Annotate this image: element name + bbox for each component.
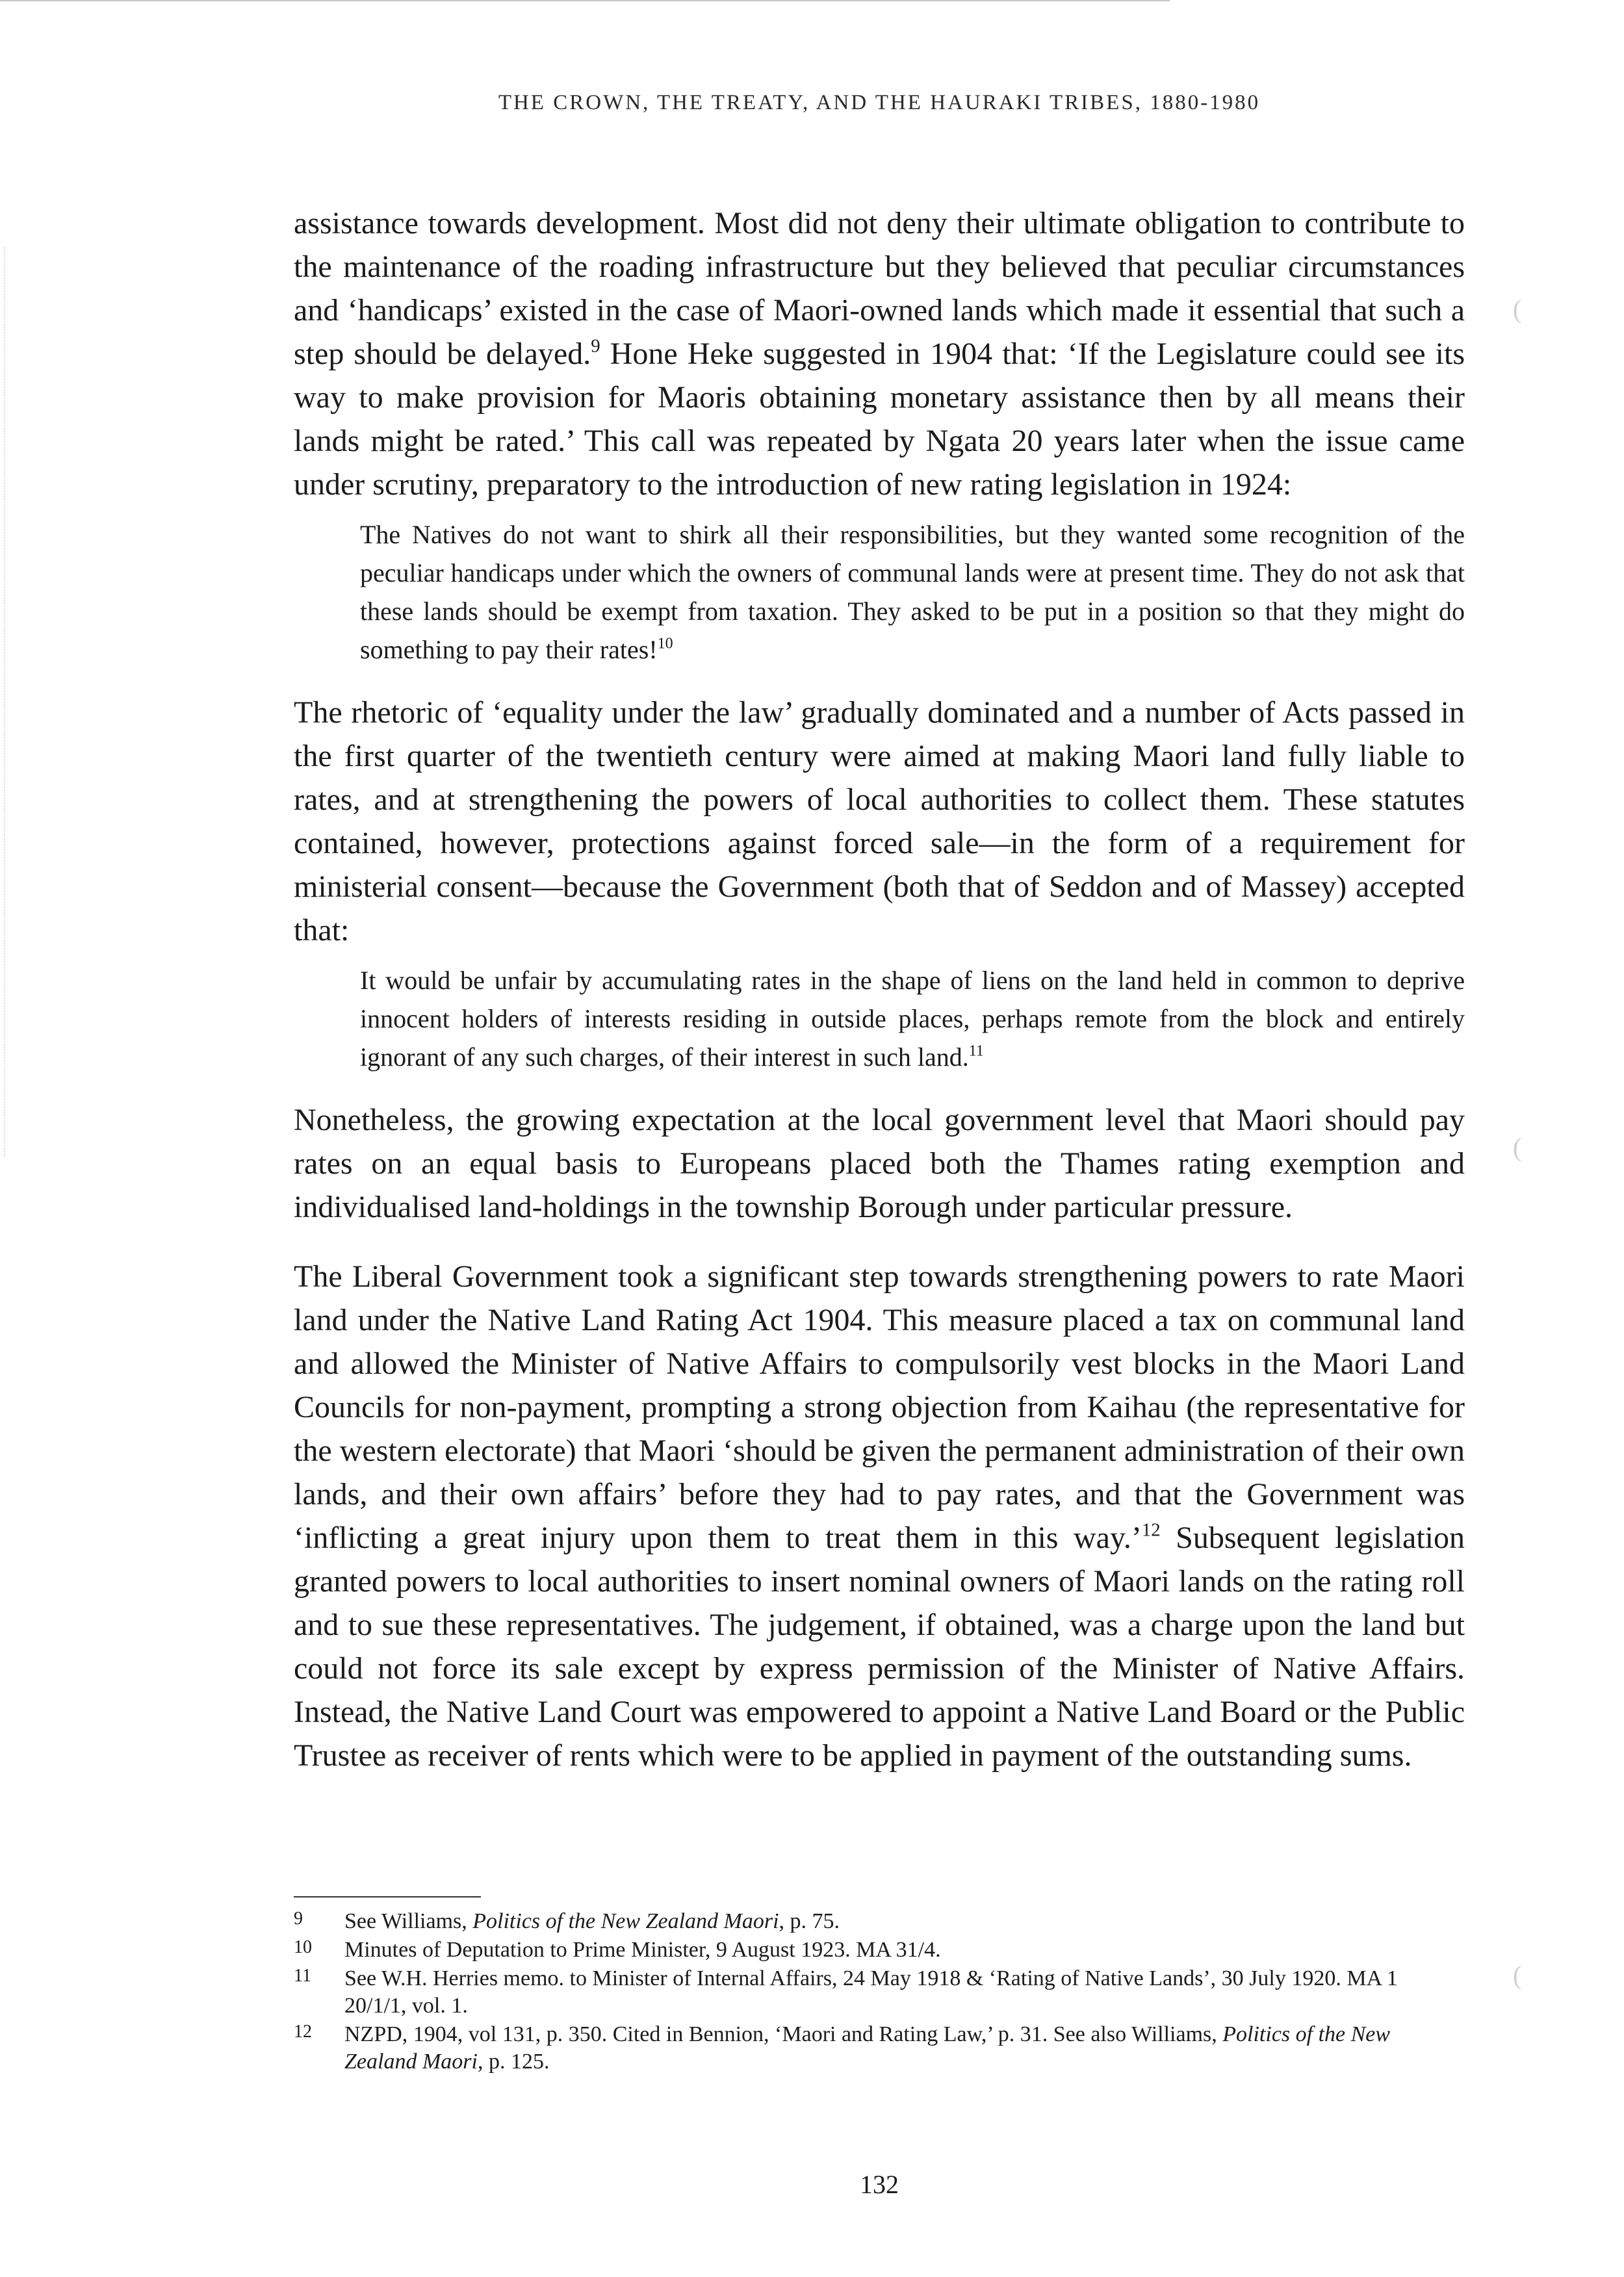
quote-text: It would be unfair by accumulating rates in the shape of liens on the land held in common to deprive innocent holders of interests residing in outside places, perhaps remote from the block and entirely ignorant of any such charges, of their interest in such land. (360, 966, 1465, 1072)
footnote (294, 1965, 1465, 2020)
footnote-text: Minutes of Deputation to Prime Minister, 9 August 1923. MA 31/4. (344, 1938, 941, 1962)
footnotes (294, 1908, 1465, 2077)
paragraph-text: Subsequent legislation granted powers to local authorities to insert nominal owners of Maori lands on the rating roll and to sue these representatives. The judgement, if obtained, was a charge upon the land but could not force its sale except by express permission of the Minister of Native Affairs. Instead, the Native Land Court was empowered to appoint a Native Land Board or the Public Trustee as receiver of rents which were to be applied in payment of the outstanding sums. (294, 1521, 1465, 1773)
footnote-ref[interactable]: 10 (657, 635, 673, 652)
footnote (294, 1908, 1465, 1935)
page-number: 132 (860, 2170, 899, 2199)
running-head: THE CROWN, THE TREATY, AND THE HAURAKI TRIBES, 1880-1980 (498, 91, 1261, 114)
paragraph (294, 1255, 1465, 1777)
paragraph-text: assistance towards development. Most did not deny their ultimate obligation to contribute to the maintenance of the roading infrastructure but they believed that peculiar circumstances and ‘handicaps’ existed in the case of Maori-owned lands which made it essential that such a step should be delayed. (294, 206, 1465, 371)
footnote-number: 12 (294, 2022, 312, 2042)
margin-mark: ( (1513, 1133, 1522, 1162)
paragraph-text: The Liberal Government took a significant step towards strengthening powers to rate Maori land under the Native Land Rating Act 1904. This measure placed a tax on communal land and allowed the Minister of Native Affairs to compulsorily vest blocks in the Maori Land Councils for non-payment, prompting a strong objection from Kaihau (the representative for the western electorate) that Maori ‘should be given the permanent administration of their own lands, and their own affairs’ before they had to pay rates, and that the Government was ‘inflicting a great injury upon them to treat them in this way.’ (294, 1259, 1465, 1555)
paragraph (294, 201, 1465, 506)
quote-text: The Natives do not want to shirk all their responsibilities, but they wanted some recognition of the peculiar handicaps under which the owners of communal lands were at present time. They do not ask that these lands should be exempt from taxation. They asked to be put in a position so that they might do something to pay their rates! (360, 520, 1465, 664)
footnote-rule (294, 1896, 481, 1897)
footnote-text: See Williams, (344, 1909, 473, 1933)
paragraph: The rhetoric of ‘equality under the law’ gradually dominated and a number of Acts passed in the first quarter of the twentieth century were aimed at making Maori land fully liable to rates, and at strengthening the powers of local authorities to collect them. These statutes contained, however, protections against forced sale—in the form of a requirement for ministerial consent—because the Government (both that of Seddon and of Massey) accepted that: (294, 695, 1465, 947)
footnote-text: NZPD, 1904, vol 131, p. 350. Cited in Bennion, ‘Maori and Rating Law,’ p. 31. See also Williams, (344, 2022, 1223, 2046)
footnote-text: , p. 75. (779, 1909, 840, 1933)
footnote-ref[interactable]: 11 (968, 1042, 984, 1060)
footnote-ref[interactable]: 9 (591, 335, 600, 357)
scan-top-rule (0, 0, 1170, 1)
footnote-number: 10 (294, 1937, 312, 1957)
margin-mark: ( (1513, 294, 1522, 324)
footnote (294, 1936, 1465, 1964)
footnote-number: 9 (294, 1909, 303, 1929)
footnote-title: Politics of the New Zealand Maori (472, 1909, 779, 1933)
footnote-text: See W.H. Herries memo. to Minister of Internal Affairs, 24 May 1918 & ‘Rating of Native Lands’, 30 July 1920. MA 1 20/1/1, vol. 1. (344, 1966, 1398, 2018)
scan-left-edge (4, 247, 5, 1157)
paragraph: Nonetheless, the growing expectation at the local government level that Maori should pay rates on an equal basis to Europeans placed both the Thames rating exemption and individualised land-holdings in the township Borough under particular pressure. (294, 1103, 1465, 1224)
paragraph-text: Hone Heke suggested in 1904 that: ‘If the Legislature could see its way to make provision for Maoris obtaining monetary assistance then by all means their lands might be rated.’ This call was repeated by Ngata 20 years later when the issue came under scrutiny, preparatory to the introduction of new rating legislation in 1924: (294, 337, 1465, 502)
footnote (294, 2021, 1465, 2076)
footnote-text: , p. 125. (477, 2050, 550, 2074)
block-quote (360, 515, 1465, 669)
footnote-ref[interactable]: 12 (1141, 1519, 1161, 1541)
body-text (294, 201, 1465, 1777)
footnote-number: 11 (294, 1966, 311, 1986)
block-quote (360, 961, 1465, 1076)
footnote-title: Politics of the New Zealand Maori (344, 2022, 1391, 2074)
margin-mark: ( (1513, 1961, 1522, 1990)
